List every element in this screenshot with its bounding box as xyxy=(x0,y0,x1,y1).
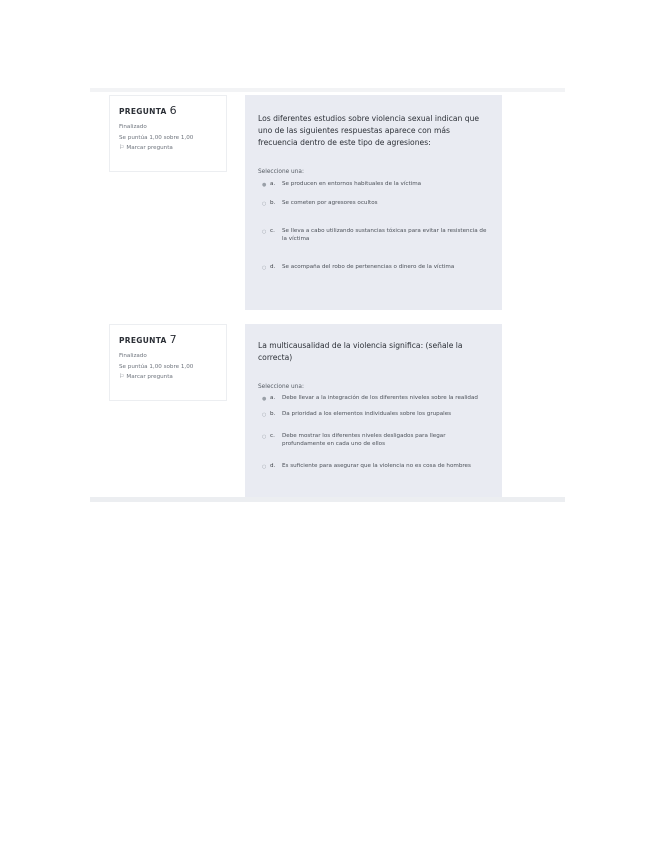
question-status: Finalizado xyxy=(119,124,147,130)
question-status: Finalizado xyxy=(119,353,147,359)
flag-icon: ⚐ xyxy=(119,373,125,380)
option-letter: c. xyxy=(270,433,275,439)
flag-label: Marcar pregunta xyxy=(126,374,173,380)
option-text: Se producen en entornos habituales de la víctima xyxy=(282,181,422,187)
radio-button[interactable]: ○ xyxy=(262,201,267,207)
answer-option-a[interactable] xyxy=(258,180,489,188)
question-header: PREGUNTA xyxy=(119,336,167,345)
question-score: Se puntúa 1,00 sobre 1,00 xyxy=(119,364,194,370)
answer-option-c[interactable] xyxy=(258,432,489,448)
question-panel-6 xyxy=(245,95,502,310)
bottom-divider xyxy=(90,497,565,502)
option-text: Es suficiente para asegurar que la violencia no es cosa de hombres xyxy=(282,463,471,469)
question-number: 6 xyxy=(169,104,177,117)
question-score: Se puntúa 1,00 sobre 1,00 xyxy=(119,135,194,141)
select-one-label: Seleccione una: xyxy=(258,384,304,390)
answer-option-b[interactable] xyxy=(258,199,489,207)
option-letter: b. xyxy=(270,200,276,206)
radio-button[interactable]: ● xyxy=(262,396,267,402)
flag-question-link[interactable] xyxy=(119,143,217,153)
option-text: Se cometen por agresores ocultos xyxy=(282,200,378,206)
option-text: Debe llevar a la integración de los diferentes niveles sobre la realidad xyxy=(282,395,478,401)
radio-button[interactable]: ○ xyxy=(262,229,267,235)
option-text: Se lleva a cabo utilizando sustancias tóxicas para evitar la resistencia de la víctima xyxy=(282,228,487,242)
option-letter: c. xyxy=(270,228,275,234)
question-title xyxy=(119,333,217,346)
question-text: La multicausalidad de la violencia significa: (señale la correcta) xyxy=(258,341,463,362)
question-panel-7 xyxy=(245,324,502,498)
answer-option-d[interactable] xyxy=(258,263,489,271)
question-info-7 xyxy=(109,324,227,401)
top-divider xyxy=(90,88,565,92)
option-text: Se acompaña del robo de pertenencias o dinero de la víctima xyxy=(282,264,455,270)
flag-icon: ⚐ xyxy=(119,144,125,151)
answer-option-a[interactable] xyxy=(258,394,489,402)
option-letter: d. xyxy=(270,463,276,469)
flag-label: Marcar pregunta xyxy=(126,145,173,151)
radio-button[interactable]: ○ xyxy=(262,434,267,440)
answer-option-c[interactable] xyxy=(258,227,489,243)
option-letter: b. xyxy=(270,411,276,417)
radio-button[interactable]: ○ xyxy=(262,464,267,470)
answer-option-b[interactable] xyxy=(258,410,489,418)
flag-question-link[interactable] xyxy=(119,372,217,382)
question-header: PREGUNTA xyxy=(119,107,167,116)
question-number: 7 xyxy=(169,333,177,346)
option-letter: a. xyxy=(270,395,276,401)
option-letter: a. xyxy=(270,181,276,187)
radio-button[interactable]: ○ xyxy=(262,265,267,271)
question-info-6 xyxy=(109,95,227,172)
radio-button[interactable]: ● xyxy=(262,182,267,188)
option-text: Da prioridad a los elementos individuales sobre los grupales xyxy=(282,411,452,417)
select-one-label: Seleccione una: xyxy=(258,169,304,175)
question-title xyxy=(119,104,217,117)
question-text: Los diferentes estudios sobre violencia sexual indican que uno de las siguientes respuestas aparece con más frecuencia dentro de este tipo de agresiones: xyxy=(258,114,480,147)
option-letter: d. xyxy=(270,264,276,270)
radio-button[interactable]: ○ xyxy=(262,412,267,418)
option-text: Debe mostrar los diferentes niveles desligados para llegar profundamente en cada uno de ellos xyxy=(282,433,446,447)
answer-option-d[interactable] xyxy=(258,462,489,470)
